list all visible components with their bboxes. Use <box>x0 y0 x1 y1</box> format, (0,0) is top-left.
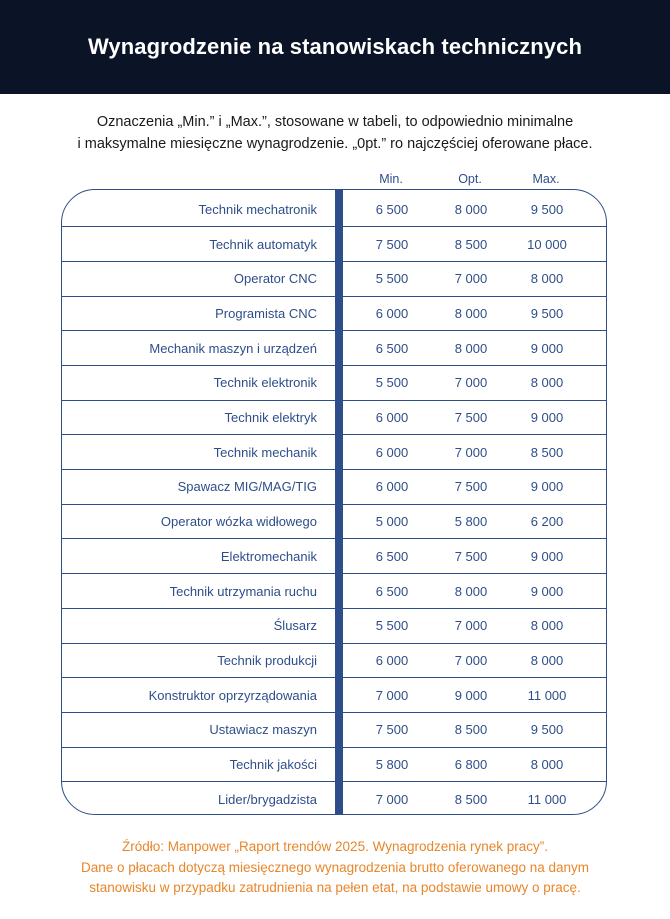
salary-opt: 8 000 <box>454 583 488 599</box>
salary-min: 5 500 <box>375 271 409 287</box>
table-row <box>62 400 606 435</box>
salary-min: 6 500 <box>375 548 409 564</box>
salary-min: 6 000 <box>375 410 409 426</box>
salary-max: 11 000 <box>527 791 567 807</box>
footer-line-1: Źródło: Manpower „Raport trendów 2025. Wynagrodzenia rynek pracy”. <box>121 839 549 854</box>
salary-min: 7 500 <box>375 722 409 738</box>
salary-opt: 6 800 <box>454 757 488 773</box>
salary-max: 8 000 <box>530 375 564 391</box>
salary-min: 5 500 <box>375 618 409 634</box>
salary-min: 7 500 <box>375 236 409 252</box>
source-footer <box>20 837 650 899</box>
salary-min: 6 500 <box>375 583 409 599</box>
row-separator <box>62 434 606 435</box>
salary-opt: 7 000 <box>454 375 488 391</box>
salary-max: 8 000 <box>530 271 564 287</box>
row-separator <box>62 538 606 539</box>
table-row <box>62 747 606 782</box>
salary-opt: 9 000 <box>454 687 488 703</box>
table-row <box>62 574 606 609</box>
salary-max: 8 000 <box>530 652 564 668</box>
salary-max: 8 000 <box>530 757 564 773</box>
row-separator <box>62 400 606 401</box>
salary-opt: 8 500 <box>454 236 488 252</box>
salary-min: 7 000 <box>375 791 409 807</box>
salary-max: 10 000 <box>527 236 567 252</box>
table-row <box>62 435 606 470</box>
job-title: Technik produkcji <box>217 652 317 668</box>
job-title: Technik elektronik <box>213 375 317 391</box>
page-title: Wynagrodzenie na stanowiskach technicznych <box>87 34 583 59</box>
job-title: Ślusarz <box>273 618 317 634</box>
table-row <box>62 713 606 748</box>
job-title: Technik mechatronik <box>198 201 317 217</box>
salary-max: 9 000 <box>530 340 564 356</box>
intro-text <box>20 111 650 155</box>
column-header-opt: Opt. <box>458 172 482 186</box>
row-separator <box>62 677 606 678</box>
job-title: Operator wózka widłowego <box>160 514 317 530</box>
salary-opt: 7 500 <box>454 548 488 564</box>
salary-max: 9 500 <box>530 201 564 217</box>
job-title: Mechanik maszyn i urządzeń <box>149 340 317 356</box>
row-separator <box>62 330 606 331</box>
table-column-divider <box>335 189 343 815</box>
salary-max: 8 500 <box>530 444 564 460</box>
job-title: Konstruktor oprzyrządowania <box>148 687 317 703</box>
table-row <box>62 227 606 262</box>
salary-min: 7 000 <box>375 687 409 703</box>
job-title: Technik elektryk <box>224 410 317 426</box>
intro-line-1: Oznaczenia „Min.” i „Max.”, stosowane w tabeli, to odpowiednio minimalne <box>96 114 574 130</box>
job-title: Technik jakości <box>229 757 317 773</box>
salary-opt: 7 000 <box>454 271 488 287</box>
row-separator <box>62 608 606 609</box>
salary-max: 9 000 <box>530 583 564 599</box>
table-row <box>62 678 606 713</box>
row-separator <box>62 643 606 644</box>
salary-min: 6 000 <box>375 305 409 321</box>
salary-min: 5 500 <box>375 375 409 391</box>
salary-max: 9 000 <box>530 479 564 495</box>
salary-min: 6 500 <box>375 340 409 356</box>
salary-min: 5 800 <box>375 757 409 773</box>
salary-opt: 7 000 <box>454 444 488 460</box>
page-header <box>0 0 670 94</box>
salary-opt: 8 500 <box>454 722 488 738</box>
table-row <box>62 539 606 574</box>
salary-opt: 7 500 <box>454 410 488 426</box>
job-title: Technik utrzymania ruchu <box>169 583 317 599</box>
salary-min: 6 000 <box>375 652 409 668</box>
salary-min: 6 000 <box>375 479 409 495</box>
salary-min: 6 000 <box>375 444 409 460</box>
job-title: Programista CNC <box>215 305 317 321</box>
row-separator <box>62 261 606 262</box>
job-title: Technik mechanik <box>213 444 317 460</box>
salary-max: 9 500 <box>530 305 564 321</box>
table-row <box>62 296 606 331</box>
table-row <box>62 608 606 643</box>
salary-opt: 5 800 <box>454 514 488 530</box>
table-row <box>62 504 606 539</box>
job-title: Spawacz MIG/MAG/TIG <box>177 479 317 495</box>
table-row <box>62 192 606 227</box>
row-separator <box>62 469 606 470</box>
column-header-min: Min. <box>379 172 403 186</box>
salary-opt: 8 000 <box>454 305 488 321</box>
salary-max: 9 500 <box>530 722 564 738</box>
salary-opt: 7 000 <box>454 652 488 668</box>
salary-max: 8 000 <box>530 618 564 634</box>
job-title: Elektromechanik <box>220 548 317 564</box>
table-row <box>62 261 606 296</box>
salary-min: 6 500 <box>375 201 409 217</box>
row-separator <box>62 747 606 748</box>
table-row <box>62 643 606 678</box>
table-row <box>62 782 606 815</box>
table-row <box>62 470 606 505</box>
row-separator <box>62 504 606 505</box>
table-row <box>62 366 606 401</box>
salary-opt: 8 500 <box>454 791 488 807</box>
salary-opt: 7 000 <box>454 618 488 634</box>
row-separator <box>62 365 606 366</box>
salary-max: 6 200 <box>530 514 564 530</box>
row-separator <box>62 712 606 713</box>
row-separator <box>62 226 606 227</box>
salary-max: 9 000 <box>530 548 564 564</box>
job-title: Ustawiacz maszyn <box>209 722 317 738</box>
table-row <box>62 331 606 366</box>
row-separator <box>62 573 606 574</box>
row-separator <box>62 296 606 297</box>
footer-line-2: Dane o płacach dotyczą miesięcznego wynagrodzenia brutto oferowanego na danym <box>80 859 590 875</box>
column-header-max: Max. <box>532 172 560 186</box>
job-title: Operator CNC <box>233 271 317 287</box>
salary-opt: 8 000 <box>454 201 488 217</box>
footer-line-3: stanowisku w przypadku zatrudnienia na pełen etat, na podstawie umowy o pracę. <box>89 880 581 895</box>
salary-max: 11 000 <box>527 687 567 703</box>
salary-table <box>61 189 607 815</box>
job-title: Lider/brygadzista <box>218 791 317 807</box>
salary-opt: 7 500 <box>454 479 488 495</box>
salary-min: 5 000 <box>375 514 409 530</box>
job-title: Technik automatyk <box>209 236 317 252</box>
row-separator <box>62 781 606 782</box>
salary-max: 9 000 <box>530 410 564 426</box>
intro-line-2: i maksymalne miesięczne wynagrodzenie. „0pt.” ro najczęściej oferowane płace. <box>77 136 593 152</box>
salary-opt: 8 000 <box>454 340 488 356</box>
